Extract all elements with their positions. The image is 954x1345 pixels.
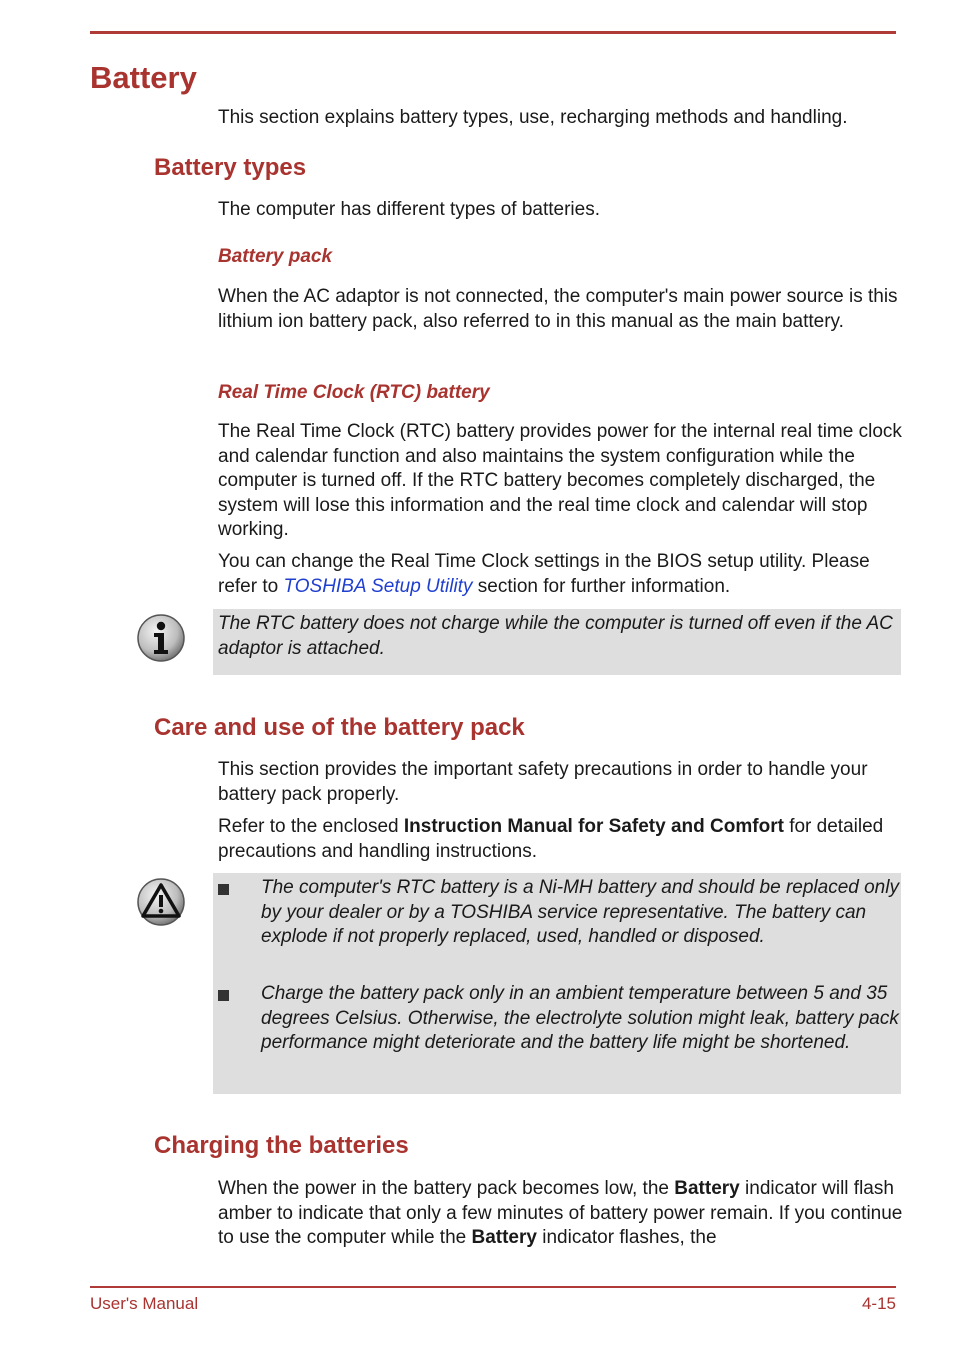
intro-paragraph: This section explains battery types, use, recharging methods and handling. xyxy=(218,107,848,128)
heading-care-and-use: Care and use of the battery pack xyxy=(154,714,525,741)
toshiba-setup-utility-link[interactable]: TOSHIBA Setup Utility xyxy=(283,575,473,597)
rtc-settings-paragraph xyxy=(218,550,908,599)
charging-text-3: indicator flashes, the xyxy=(536,1227,717,1248)
warning-item-text: The computer's RTC battery is a Ni-MH battery and should be replaced only by your dealer or by a TOSHIBA service representative. The battery can explode if not properly replaced, used, handled or disposed. xyxy=(261,877,899,947)
care-refer-paragraph xyxy=(218,815,908,864)
battery-indicator-term: Battery xyxy=(471,1227,537,1248)
battery-types-intro: The computer has different types of batteries. xyxy=(218,199,600,220)
care-refer-after: for detailed precautions and handling instructions. xyxy=(218,816,884,862)
rtc-paragraph: The Real Time Clock (RTC) battery provides power for the internal real time clock and calendar function and also maintains the system configuration while the computer is turned off. If the RTC battery becomes completely discharged, the system will lose this information and the real time clock and calendar will stop working. xyxy=(218,421,902,540)
section-title: Battery xyxy=(90,60,197,95)
heading-rtc-battery: Real Time Clock (RTC) battery xyxy=(218,382,490,403)
manual-title: Instruction Manual for Safety and Comfort xyxy=(403,816,784,837)
warning-item-text: Charge the battery pack only in an ambient temperature between 5 and 35 degrees Celsius. Otherwise, the electrolyte solution might leak, battery pack performance might deteriorate and the battery life might be shortened. xyxy=(261,983,899,1053)
info-icon xyxy=(136,613,186,663)
care-refer-before: Refer to the enclosed xyxy=(218,816,404,837)
battery-pack-paragraph: When the AC adaptor is not connected, the computer's main power source is this lithium ion battery pack, also referred to in this manual as the main battery. xyxy=(218,286,898,332)
info-note-box xyxy=(213,609,901,675)
heading-charging: Charging the batteries xyxy=(154,1132,409,1159)
footer-page-number: 4-15 xyxy=(861,1294,896,1313)
charging-text-1: When the power in the battery pack becomes low, the xyxy=(218,1178,675,1199)
charging-text-2: indicator will flash amber to indicate that only a few minutes of battery power remain. If you continue to use the computer while the xyxy=(218,1178,903,1248)
footer-rule xyxy=(90,1286,896,1288)
warning-icon xyxy=(136,877,186,927)
battery-indicator-term: Battery xyxy=(674,1178,740,1199)
header-rule xyxy=(90,31,896,34)
heading-battery-pack: Battery pack xyxy=(218,246,333,267)
rtc-settings-text-after: section for further information. xyxy=(472,575,731,597)
care-intro: This section provides the important safety precautions in order to handle your battery pack properly. xyxy=(218,759,868,805)
bullet-square-icon xyxy=(218,990,229,1001)
info-note-text: The RTC battery does not charge while the computer is turned off even if the AC adaptor is attached. xyxy=(218,613,893,659)
heading-battery-types: Battery types xyxy=(154,154,307,181)
rtc-settings-text-before: You can change the Real Time Clock settings in the BIOS setup utility. Please refer to xyxy=(218,551,870,597)
footer-manual-name: User's Manual xyxy=(90,1294,199,1313)
charging-paragraph xyxy=(218,1177,908,1251)
warning-note-box xyxy=(213,873,901,1094)
bullet-square-icon xyxy=(218,884,229,895)
